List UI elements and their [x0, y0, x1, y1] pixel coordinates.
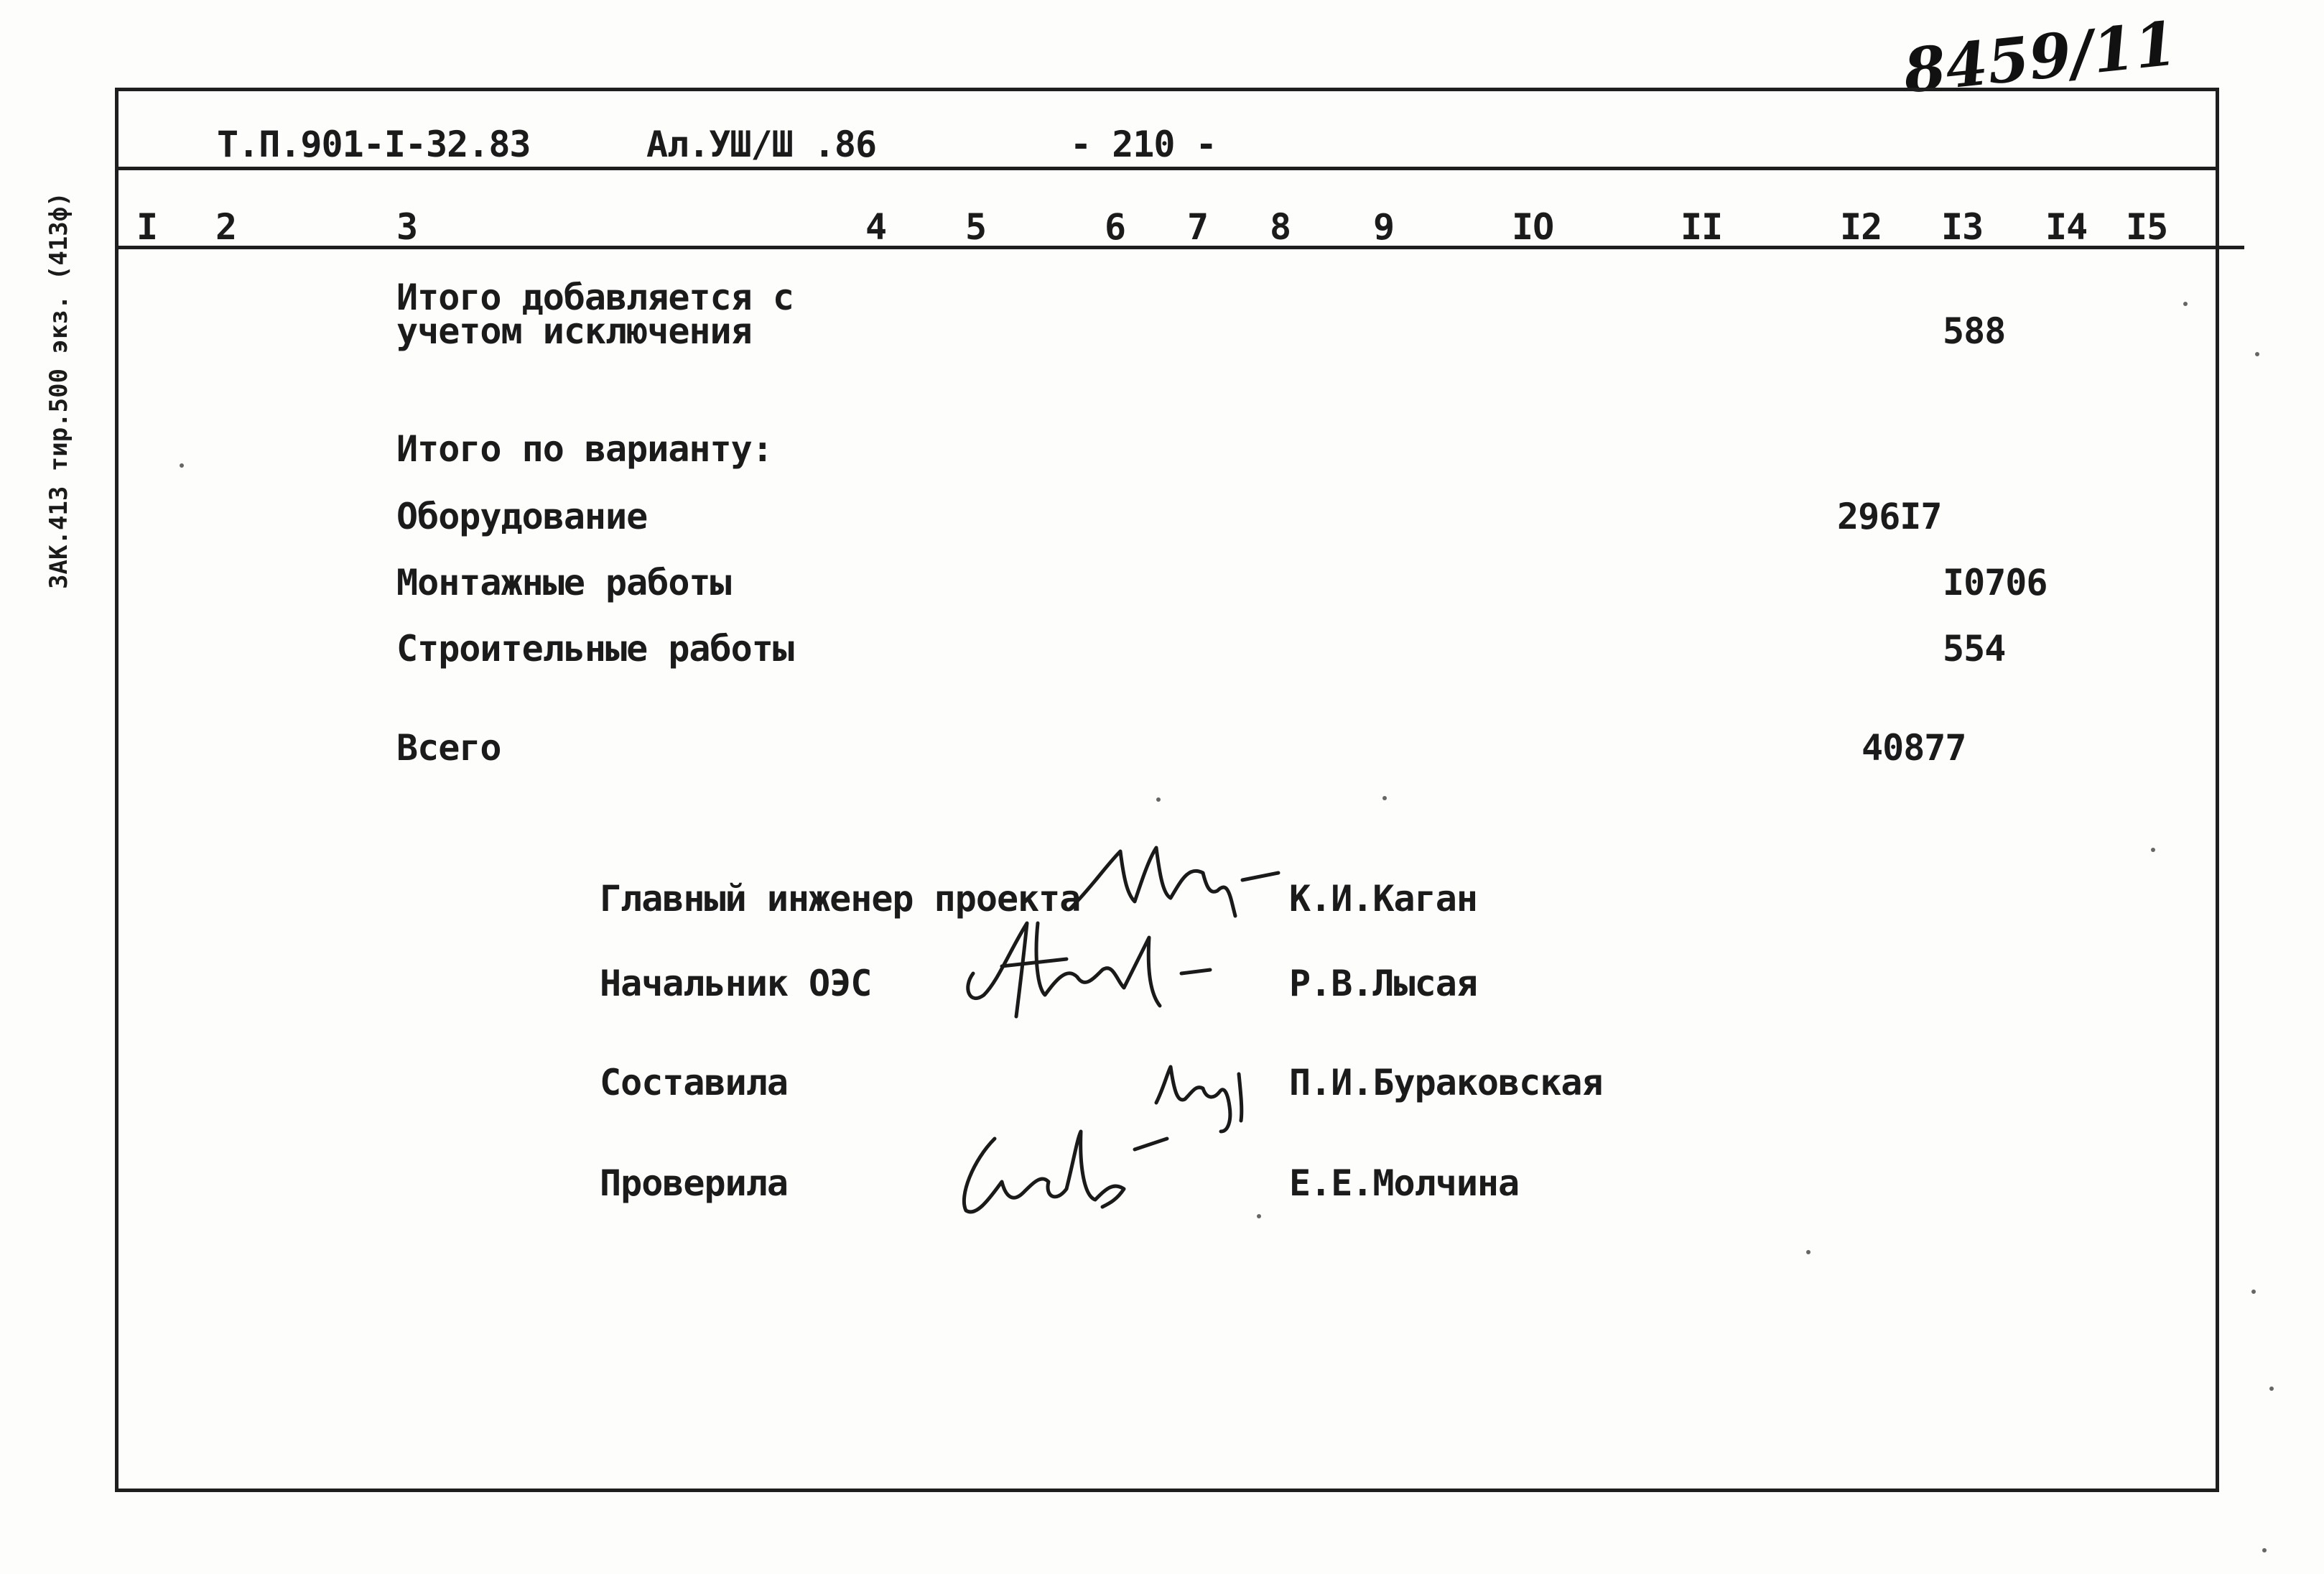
column-number: I5: [2126, 206, 2168, 248]
row-label: Итого добавляется с: [396, 277, 794, 318]
column-number: 5: [965, 206, 987, 248]
project-code: Т.П.901-I-32.83: [217, 124, 531, 165]
row-value: 296I7: [1837, 496, 1942, 537]
column-number: 7: [1187, 206, 1209, 248]
row-label: Монтажные работы: [396, 562, 731, 603]
column-number: 2: [215, 206, 237, 248]
column-number: I: [136, 206, 158, 248]
margin-stamp: [45, 115, 88, 589]
signer-role: Главный инженер проекта: [600, 878, 1081, 920]
row-label: Оборудование: [396, 496, 648, 537]
album-code: Ал.УШ/Ш .86: [646, 124, 877, 165]
row-value: 40877: [1861, 727, 1966, 769]
signature-department-head: [959, 909, 1232, 1031]
signer-name: Р.В.Лысая: [1289, 963, 1477, 1004]
column-number: IO: [1512, 206, 1554, 248]
column-number: 9: [1373, 206, 1395, 248]
signer-name: П.И.Бураковская: [1289, 1062, 1603, 1103]
signature-checker: [952, 1117, 1181, 1232]
scan-speck: [2151, 848, 2155, 852]
row-label: учетом исключения: [396, 310, 752, 352]
signer-role: Начальник ОЭС: [600, 963, 872, 1004]
signer-name: Е.Е.Молчина: [1289, 1162, 1520, 1204]
row-value: I0706: [1943, 562, 2048, 603]
scan-speck: [1382, 796, 1387, 800]
row-value: 588: [1943, 310, 2006, 352]
column-number: I4: [2045, 206, 2088, 248]
header-divider: [115, 167, 2219, 170]
signer-name: К.И.Каган: [1289, 878, 1477, 920]
column-number: 6: [1105, 206, 1126, 248]
column-number: I2: [1840, 206, 1882, 248]
column-number: I3: [1941, 206, 1984, 248]
column-number: 3: [396, 206, 418, 248]
scan-speck: [180, 463, 184, 468]
scan-speck: [2255, 352, 2259, 356]
scan-speck: [1156, 797, 1161, 802]
row-value: 554: [1943, 628, 2006, 670]
signer-role: Проверила: [600, 1162, 788, 1204]
row-label: Всего: [396, 727, 501, 769]
archive-number: 8459/11: [1900, 7, 2180, 107]
column-header-divider: [115, 246, 2244, 249]
signer-role: Составила: [600, 1062, 788, 1103]
column-number: II: [1681, 206, 1723, 248]
scan-speck: [1806, 1250, 1811, 1254]
column-number: 8: [1270, 206, 1291, 248]
scan-speck: [2262, 1548, 2267, 1552]
row-label: Итого по варианту:: [396, 428, 773, 470]
page-number: - 210 -: [1070, 124, 1217, 165]
scan-speck: [2251, 1290, 2256, 1294]
row-label: Строительные работы: [396, 628, 794, 670]
scan-speck: [1257, 1214, 1261, 1218]
scan-speck: [2183, 302, 2188, 306]
column-number: 4: [865, 206, 887, 248]
scan-speck: [2269, 1386, 2274, 1391]
margin-stamp-text: ЗАК.413 тир.500 экз. (413ф): [45, 192, 73, 589]
